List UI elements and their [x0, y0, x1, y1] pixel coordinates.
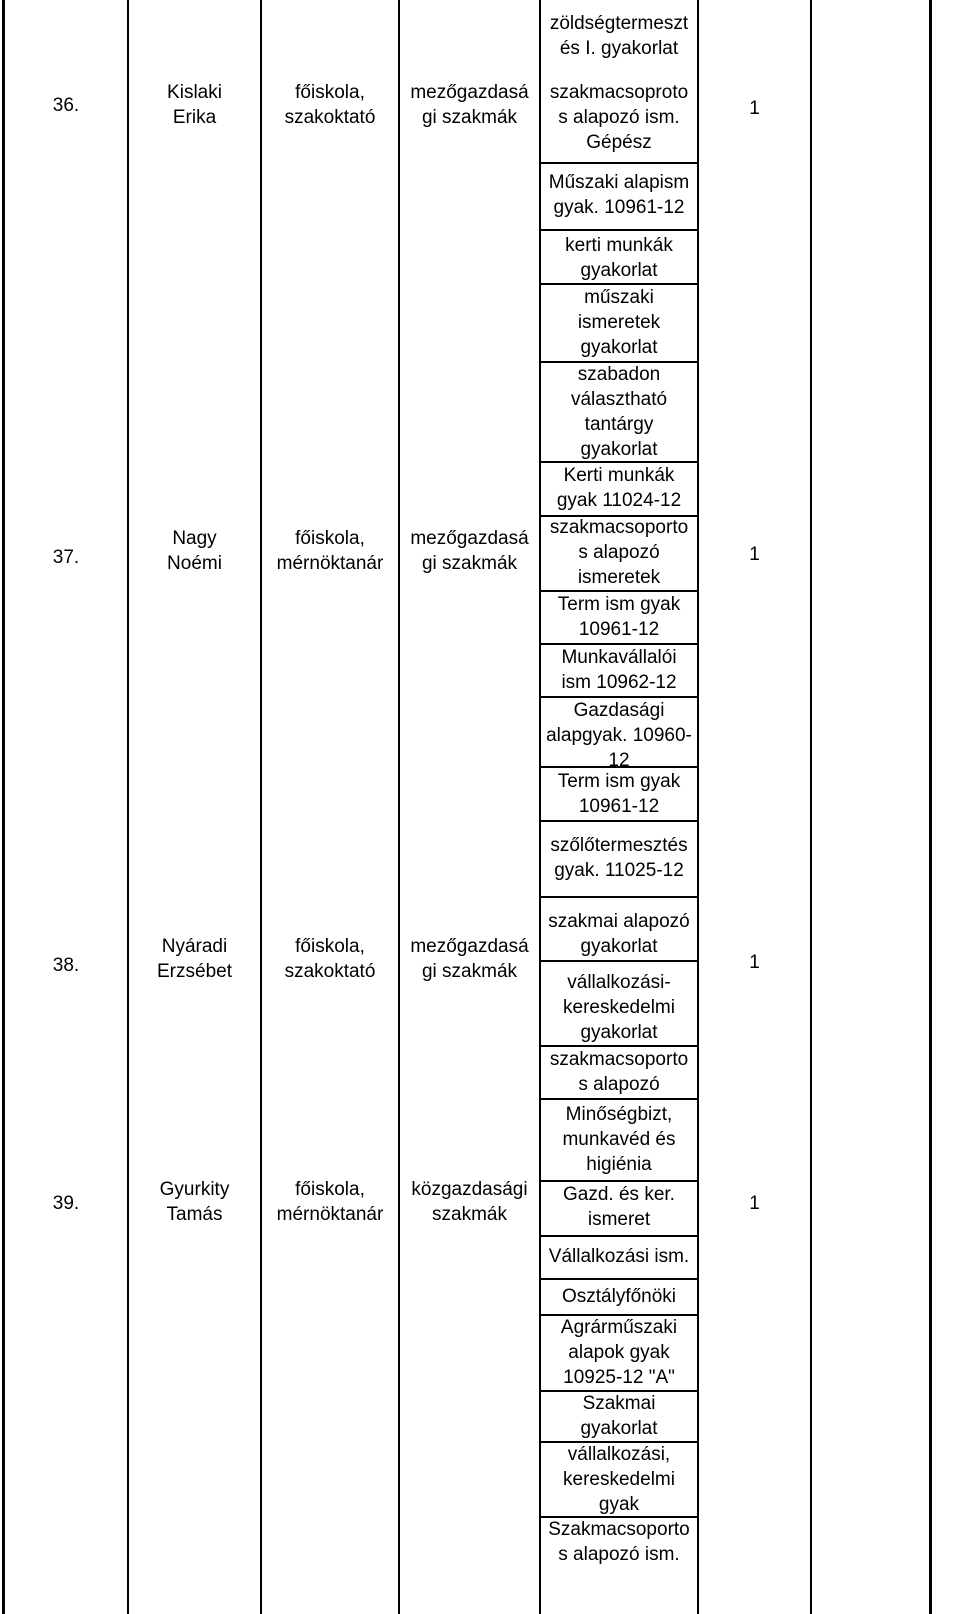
subject-entry: szakmacsoporto s alapozó: [549, 1049, 689, 1095]
subject-entry: kerti munkák gyakorlat: [565, 235, 673, 281]
qualification: főiskola, szakoktató: [284, 936, 376, 982]
teacher-name: Gyurkity Tamás: [159, 1179, 230, 1225]
subject-field: mezőgazdasá gi szakmák: [410, 936, 529, 982]
subject-entry: Minőségbizt, munkavéd és higiénia: [562, 1104, 676, 1175]
teacher-name: Nyáradi Erzsébet: [157, 936, 232, 982]
subject-entry: műszaki ismeretek gyakorlat: [577, 287, 661, 358]
grid-line: [539, 960, 699, 962]
teacher-name: Nagy Noémi: [167, 528, 222, 574]
grid-line: [260, 0, 262, 1614]
grid-line: [127, 0, 129, 1614]
count: 1: [749, 1192, 760, 1214]
grid-line: [539, 229, 699, 231]
row-number: 38.: [52, 954, 80, 976]
grid-line: [539, 896, 699, 898]
subject-entry: Agrárműszaki alapok gyak 10925-12 "A": [560, 1317, 678, 1388]
subject-entry: szakmai alapozó gyakorlat: [548, 911, 690, 957]
subject-entry: Gazd. és ker. ismeret: [563, 1184, 675, 1230]
grid-line: [539, 162, 699, 164]
subject-entry: szakmacsoporto s alapozó ismeretek: [549, 517, 689, 588]
grid-line: [929, 0, 932, 1614]
subject-entry: vállalkozási, kereskedelmi gyak: [563, 1444, 675, 1515]
subject-entry: Term ism gyak 10961-12: [557, 771, 681, 817]
row-number: 37.: [52, 546, 80, 568]
subject-entry: Munkavállalói ism 10962-12: [561, 647, 677, 693]
count: 1: [749, 543, 760, 565]
subject-entry: Kerti munkák gyak 11024-12: [556, 465, 682, 511]
subject-entry: Gazdasági alapgyak. 10960- 12: [546, 700, 692, 771]
qualification: főiskola, mérnöktanár: [276, 1179, 384, 1225]
subject-entry: vállalkozási- kereskedelmi gyakorlat: [563, 972, 675, 1043]
grid-line: [539, 1278, 699, 1280]
row-number: 36.: [52, 94, 80, 116]
row-number: 39.: [52, 1192, 80, 1214]
grid-line: [539, 1098, 699, 1100]
subject-entry: Osztályfőnöki: [561, 1285, 677, 1307]
subject-field: közgazdasági szakmák: [411, 1179, 528, 1225]
subject-field: mezőgazdasá gi szakmák: [410, 82, 529, 128]
grid-line: [2, 0, 5, 1614]
subject-entry: Szakmacsoporto s alapozó ism.: [548, 1519, 690, 1565]
grid-line: [539, 820, 699, 822]
subject-entry: zöldségtermeszt és I. gyakorlat: [549, 13, 689, 59]
count: 1: [749, 951, 760, 973]
subject-entry: szőlőtermesztés gyak. 11025-12: [550, 835, 688, 881]
count: 1: [749, 97, 760, 119]
grid-line: [810, 0, 812, 1614]
grid-line: [697, 0, 699, 1614]
subject-entry: Vállalkozási ism.: [548, 1245, 690, 1267]
subject-entry: Term ism gyak 10961-12: [557, 594, 681, 640]
subject-entry: Műszaki alapism gyak. 10961-12: [548, 172, 690, 218]
qualification: főiskola, mérnöktanár: [276, 528, 384, 574]
grid-line: [539, 1235, 699, 1237]
subject-entry: szakmacsoproto s alapozó ism. Gépész: [549, 82, 689, 153]
subject-entry: Szakmai gyakorlat: [580, 1393, 658, 1439]
subject-entry: szabadon választható tantárgy gyakorlat: [570, 364, 668, 460]
subject-field: mezőgazdasá gi szakmák: [410, 528, 529, 574]
grid-line: [398, 0, 400, 1614]
qualification: főiskola, szakoktató: [284, 82, 376, 128]
teacher-name: Kislaki Erika: [167, 82, 222, 128]
